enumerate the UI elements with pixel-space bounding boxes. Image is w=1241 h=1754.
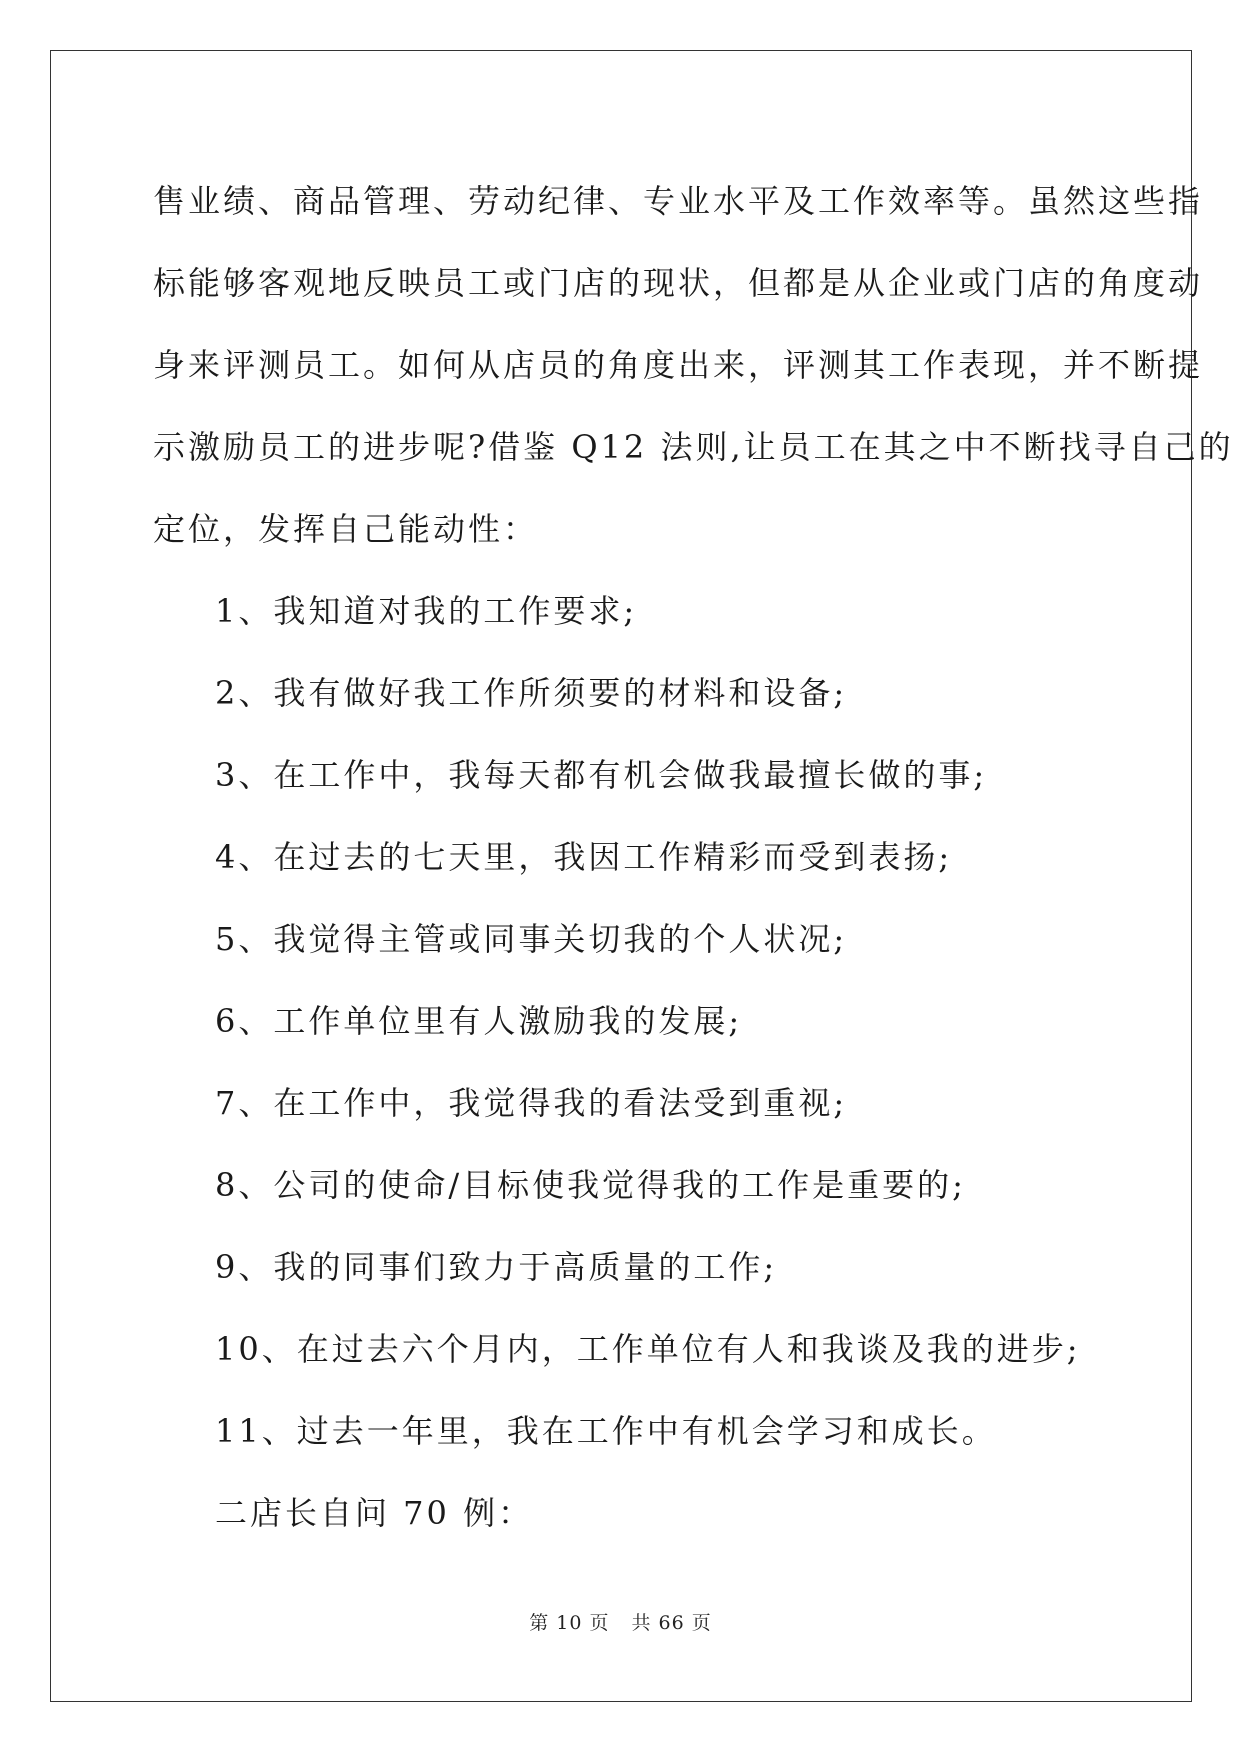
list-item: 4、在过去的七天里，我因工作精彩而受到表扬; <box>215 838 953 876</box>
list-item: 2、我有做好我工作所须要的材料和设备; <box>215 674 848 712</box>
paragraph-line: 售业绩、商品管理、劳动纪律、专业水平及工作效率等。虽然这些指 <box>153 182 1204 220</box>
paragraph-line: 身来评测员工。如何从店员的角度出来，评测其工作表现，并不断提 <box>153 346 1204 384</box>
document-body <box>153 160 1234 1554</box>
list-item: 1、我知道对我的工作要求; <box>215 592 638 630</box>
paragraph-line: 示激励员工的进步呢?借鉴 Q12 法则,让员工在其之中不断找寻自己的 <box>153 428 1234 466</box>
list-item: 7、在工作中，我觉得我的看法受到重视; <box>215 1084 848 1122</box>
list-item: 9、我的同事们致力于高质量的工作; <box>215 1248 778 1286</box>
list-item: 3、在工作中，我每天都有机会做我最擅长做的事; <box>215 756 988 794</box>
list-item: 6、工作单位里有人激励我的发展; <box>215 1002 743 1040</box>
page-footer <box>0 1608 1241 1635</box>
section-heading: 二店长自问 70 例： <box>215 1494 534 1532</box>
page-number: 第 10 页 <box>529 1612 610 1634</box>
list-item: 8、公司的使命/目标使我觉得我的工作是重要的; <box>215 1166 966 1204</box>
list-item: 11、过去一年里，我在工作中有机会学习和成长。 <box>215 1412 997 1450</box>
page-total: 共 66 页 <box>631 1612 712 1634</box>
list-item: 5、我觉得主管或同事关切我的个人状况; <box>215 920 848 958</box>
paragraph-line: 标能够客观地反映员工或门店的现状，但都是从企业或门店的角度动 <box>153 264 1204 302</box>
list-item: 10、在过去六个月内，工作单位有人和我谈及我的进步; <box>215 1330 1081 1368</box>
paragraph-line: 定位，发挥自己能动性： <box>153 510 539 548</box>
